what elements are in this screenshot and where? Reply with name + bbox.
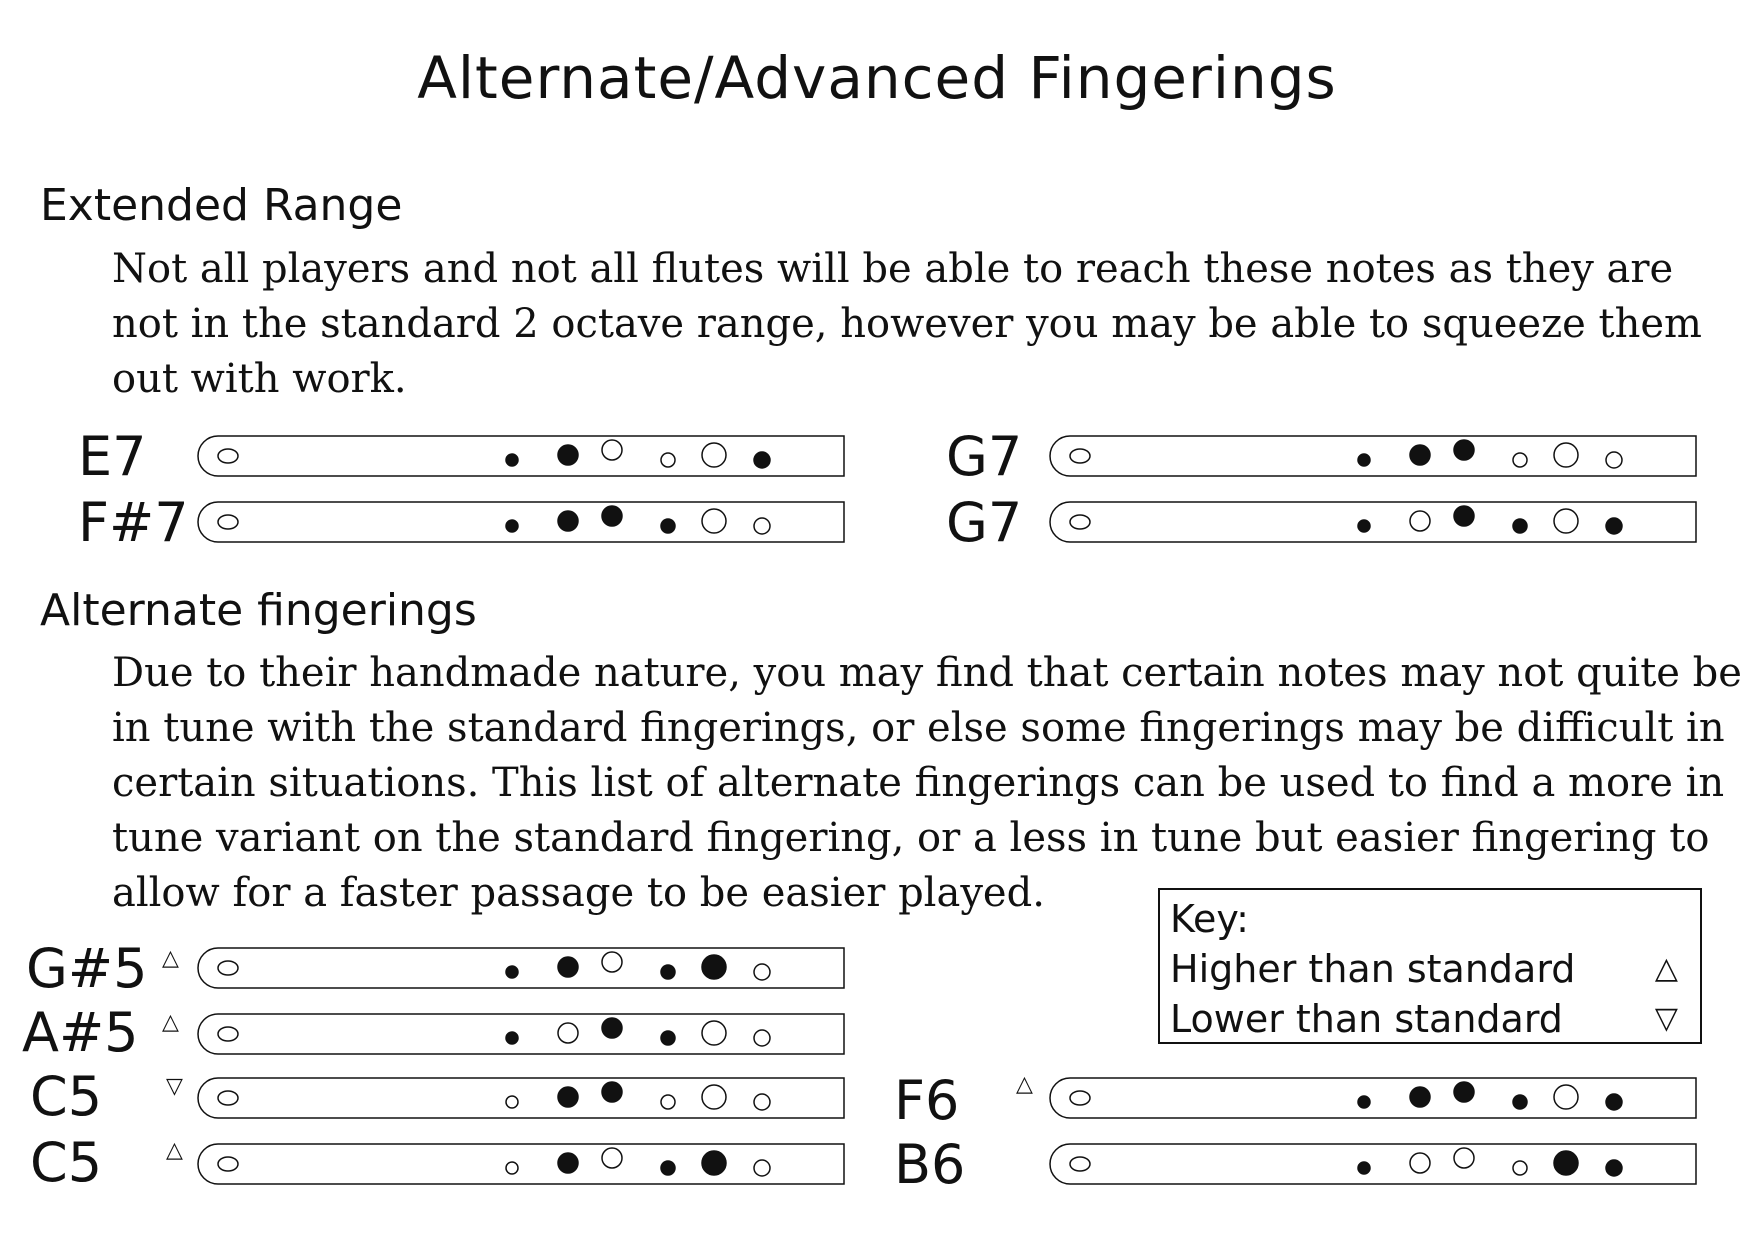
flute-diagram: [196, 500, 846, 544]
embouchure-hole: [218, 1157, 238, 1171]
embouchure-hole: [218, 1027, 238, 1041]
open-hole: [661, 453, 675, 467]
embouchure-hole: [218, 961, 238, 975]
flute-body: [198, 502, 844, 542]
closed-hole: [602, 1082, 622, 1102]
pitch-marker: △: [166, 1138, 183, 1163]
triangle-up-icon: △: [1654, 951, 1678, 986]
open-hole: [702, 509, 726, 533]
flute-diagram: [196, 1012, 846, 1056]
open-hole: [1454, 1148, 1474, 1168]
closed-hole: [558, 445, 578, 465]
open-hole: [558, 1023, 578, 1043]
closed-hole: [602, 506, 622, 526]
open-hole: [754, 518, 770, 534]
note-label: F6: [894, 1069, 960, 1132]
embouchure-hole: [218, 449, 238, 463]
open-hole: [702, 1085, 726, 1109]
open-hole: [1606, 452, 1622, 468]
open-hole: [1410, 1153, 1430, 1173]
open-hole: [602, 1148, 622, 1168]
closed-hole: [1358, 454, 1370, 466]
triangle-down-icon: ▽: [1654, 1001, 1678, 1036]
closed-hole: [661, 1031, 675, 1045]
closed-hole: [602, 1018, 622, 1038]
page-title: Alternate/Advanced Fingerings: [417, 44, 1337, 112]
closed-hole: [558, 511, 578, 531]
note-label: G#5: [26, 937, 148, 1000]
open-hole: [602, 952, 622, 972]
pitch-marker: △: [1016, 1072, 1033, 1097]
open-hole: [602, 440, 622, 460]
closed-hole: [1358, 1162, 1370, 1174]
closed-hole: [1358, 520, 1370, 532]
flute-body: [198, 1144, 844, 1184]
closed-hole: [702, 1151, 726, 1175]
flute-diagram: [1048, 1142, 1698, 1186]
closed-hole: [1513, 1095, 1527, 1109]
alternate-fingerings-paragraph: Due to their handmade nature, you may find that certain notes may not quite be in tune with the standard fingerings, or else some fingerings may be difficult in certain situations. This list of alternate fingerings can be used to find a more in tune variant on the standard fingering, or a less in tune but easier fingering to allow for a faster passage to be easier played.: [112, 650, 1742, 916]
note-label: G7: [946, 425, 1023, 488]
closed-hole: [661, 1161, 675, 1175]
flute-body: [1050, 1144, 1696, 1184]
open-hole: [1410, 511, 1430, 531]
closed-hole: [1606, 518, 1622, 534]
closed-hole: [754, 452, 770, 468]
closed-hole: [506, 1032, 518, 1044]
extended-range-paragraph: Not all players and not all flutes will be able to reach these notes as they are not in the standard 2 octave range, however you may be able to squeeze them out with work.: [112, 246, 1702, 402]
pitch-marker: △: [162, 946, 179, 971]
open-hole: [661, 1095, 675, 1109]
closed-hole: [558, 957, 578, 977]
closed-hole: [1513, 519, 1527, 533]
flute-body: [198, 1078, 844, 1118]
flute-diagram: [196, 946, 846, 990]
closed-hole: [1410, 445, 1430, 465]
embouchure-hole: [1070, 1091, 1090, 1105]
embouchure-hole: [1070, 449, 1090, 463]
closed-hole: [506, 454, 518, 466]
closed-hole: [506, 966, 518, 978]
flute-diagram: [196, 434, 846, 478]
pitch-marker: ▽: [166, 1074, 183, 1099]
open-hole: [754, 1160, 770, 1176]
note-label: B6: [894, 1133, 966, 1196]
open-hole: [1513, 453, 1527, 467]
open-hole: [754, 1030, 770, 1046]
key-higher-label: Higher than standard: [1170, 947, 1576, 991]
flute-body: [1050, 1078, 1696, 1118]
flute-diagram: [196, 1142, 846, 1186]
embouchure-hole: [1070, 1157, 1090, 1171]
flute-body: [198, 1014, 844, 1054]
closed-hole: [1358, 1096, 1370, 1108]
open-hole: [754, 1094, 770, 1110]
open-hole: [1554, 1085, 1578, 1109]
note-label: C5: [30, 1065, 103, 1128]
closed-hole: [558, 1087, 578, 1107]
note-label: G7: [946, 491, 1023, 554]
note-label: F#7: [78, 491, 189, 554]
embouchure-hole: [218, 1091, 238, 1105]
embouchure-hole: [1070, 515, 1090, 529]
flute-diagram: [1048, 1076, 1698, 1120]
note-label: E7: [78, 425, 147, 488]
closed-hole: [1454, 440, 1474, 460]
open-hole: [702, 1021, 726, 1045]
flute-body: [1050, 436, 1696, 476]
key-legend: [1158, 888, 1702, 1044]
open-hole: [1513, 1161, 1527, 1175]
key-lower-label: Lower than standard: [1170, 997, 1563, 1041]
closed-hole: [661, 965, 675, 979]
closed-hole: [506, 520, 518, 532]
note-label: A#5: [22, 1001, 139, 1064]
flute-diagram: [1048, 500, 1698, 544]
closed-hole: [702, 955, 726, 979]
pitch-marker: △: [162, 1010, 179, 1035]
flute-diagram: [196, 1076, 846, 1120]
closed-hole: [1606, 1160, 1622, 1176]
extended-range-heading: Extended Range: [40, 180, 403, 231]
closed-hole: [558, 1153, 578, 1173]
closed-hole: [1554, 1151, 1578, 1175]
open-hole: [506, 1162, 518, 1174]
key-higher-row: [1170, 944, 1690, 994]
open-hole: [506, 1096, 518, 1108]
flute-diagram: [1048, 434, 1698, 478]
open-hole: [1554, 509, 1578, 533]
open-hole: [1554, 443, 1578, 467]
flute-body: [198, 436, 844, 476]
closed-hole: [1410, 1087, 1430, 1107]
embouchure-hole: [218, 515, 238, 529]
alternate-fingerings-heading: Alternate fingerings: [40, 585, 477, 636]
open-hole: [754, 964, 770, 980]
closed-hole: [1454, 506, 1474, 526]
key-lower-row: [1170, 994, 1690, 1044]
closed-hole: [661, 519, 675, 533]
closed-hole: [1606, 1094, 1622, 1110]
open-hole: [702, 443, 726, 467]
flute-body: [198, 948, 844, 988]
key-title: Key:: [1170, 897, 1249, 941]
flute-body: [1050, 502, 1696, 542]
note-label: C5: [30, 1131, 103, 1194]
closed-hole: [1454, 1082, 1474, 1102]
